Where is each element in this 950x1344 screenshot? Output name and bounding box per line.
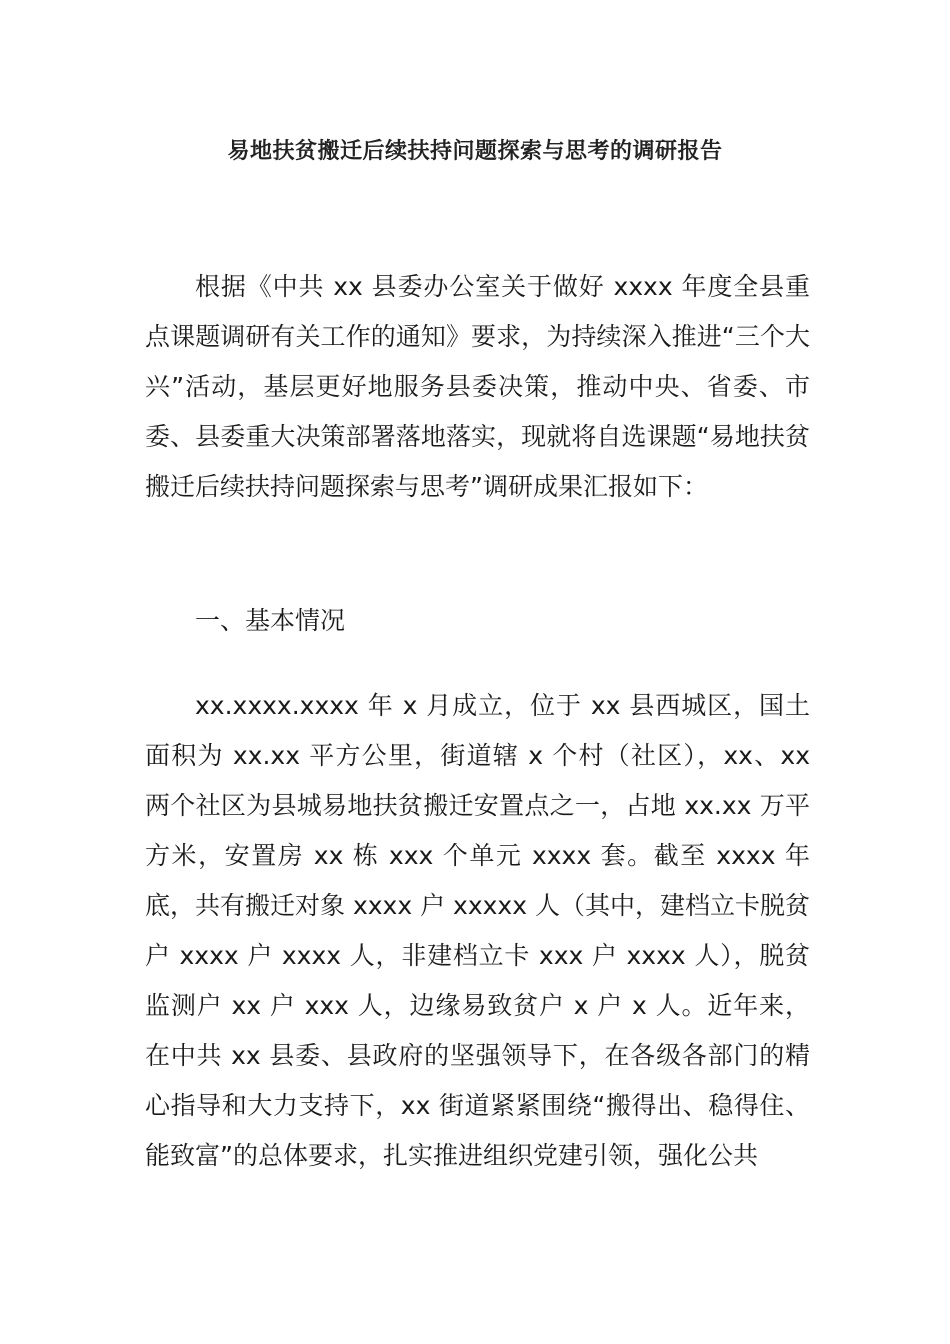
intro-paragraph: 根据《中共 xx 县委办公室关于做好 xxxx 年度全县重点课题调研有关工作的通知》要求，为持续深入推进“三个大兴”活动，基层更好地服务县委决策，推动中央、省委、市委、县委重大决策部署落地落实，现就将自选课题“易地扶贫搬迁后续扶持问题探索与思考”调研成果汇报如下：	[145, 272, 810, 501]
section-heading: 一、基本情况	[195, 606, 346, 635]
basic-situation-paragraph: xx.xxxx.xxxx 年 x 月成立，位于 xx 县西城区，国土面积为 xx.xx 平方公里，街道辖 x 个村（社区），xx、xx 两个社区为县城易地扶贫搬迁安置点之一，占地 xx.xx 万平方米，安置房 xx 栋 xxx 个单元 xxxx 套。截至 xxxx 年底，共有搬迁对象 xxxx 户 xxxxx 人（其中，建档立卡脱贫户 xxxx 户 xxxx 人，非建档立卡 xxx 户 xxxx 人），脱贫监测户 xx 户 xxx 人，边缘易致贫户 x 户 x 人。近年来，在中共 xx 县委、县政府的坚强领导下，在各级各部门的精心指导和大力支持下，xx 街道紧紧围绕“搬得出、稳得住、能致富”的总体要求，扎实推进组织党建引领，强化公共	[145, 691, 810, 1170]
document-title: 易地扶贫搬迁后续扶持问题探索与思考的调研报告	[227, 139, 723, 164]
